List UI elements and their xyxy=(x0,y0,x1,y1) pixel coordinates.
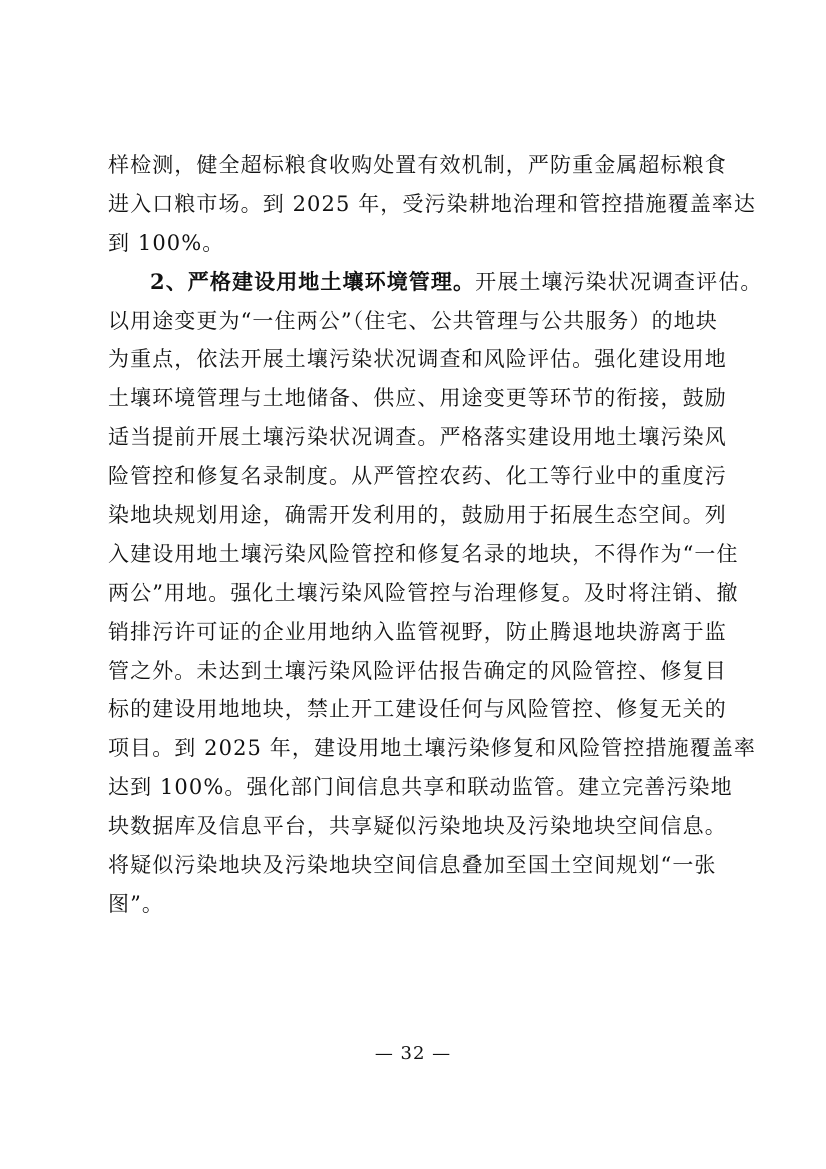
text-line: 图”。 xyxy=(108,891,165,916)
page-number: — 32 — xyxy=(374,1043,452,1064)
section-heading-line xyxy=(108,263,763,302)
text-line: 样检测，健全超标粮食收购处置有效机制，严防重金属超标粮食 xyxy=(108,153,727,177)
text-line: 块数据库及信息平台，共享疑似污染地块及污染地块空间信息。 xyxy=(108,814,727,839)
text-line: 项目。到 2025 年，建设用地土壤污染修复和风险管控措施覆盖率 xyxy=(108,736,756,761)
text-line: 达到 100%。强化部门间信息共享和联动监管。建立完善污染地 xyxy=(108,775,733,800)
text-line: 销排污许可证的企业用地纳入监管视野，防止腾退地块游离于监 xyxy=(108,619,727,644)
text-line: 到 100%。 xyxy=(108,230,225,255)
text-line: 两公”用地。强化土壤污染风险管控与治理修复。及时将注销、撤 xyxy=(108,580,739,605)
text-line: 标的建设用地地块，禁止开工建设任何与风险管控、修复无关的 xyxy=(108,697,727,722)
text-line: 将疑似污染地块及污染地块空间信息叠加至国土空间规划“一张 xyxy=(108,853,717,878)
section-heading: 2、严格建设用地土壤环境管理。 xyxy=(150,268,476,294)
text-line: 管之外。未达到土壤污染风险评估报告确定的风险管控、修复目 xyxy=(108,658,727,683)
text-line: 进入口粮市场。到 2025 年，受污染耕地治理和管控措施覆盖率达 xyxy=(108,191,756,216)
body-text xyxy=(108,146,763,924)
text-line: 以用途变更为“一住两公”（住宅、公共管理与公共服务）的地块 xyxy=(108,308,718,333)
text-line: 适当提前开展土壤污染状况调查。严格落实建设用地土壤污染风 xyxy=(108,425,727,450)
text-line: 土壤环境管理与土地储备、供应、用途变更等环节的衔接，鼓励 xyxy=(108,386,727,411)
text-line: 险管控和修复名录制度。从严管控农药、化工等行业中的重度污 xyxy=(108,464,727,489)
text-line: 为重点，依法开展土壤污染状况调查和风险评估。强化建设用地 xyxy=(108,347,727,372)
text-line: 入建设用地土壤污染风险管控和修复名录的地块，不得作为“一住 xyxy=(108,541,739,566)
section-heading-rest: 开展土壤污染状况调查评估。 xyxy=(475,269,763,294)
text-line: 染地块规划用途，确需开发利用的，鼓励用于拓展生态空间。列 xyxy=(108,503,727,528)
